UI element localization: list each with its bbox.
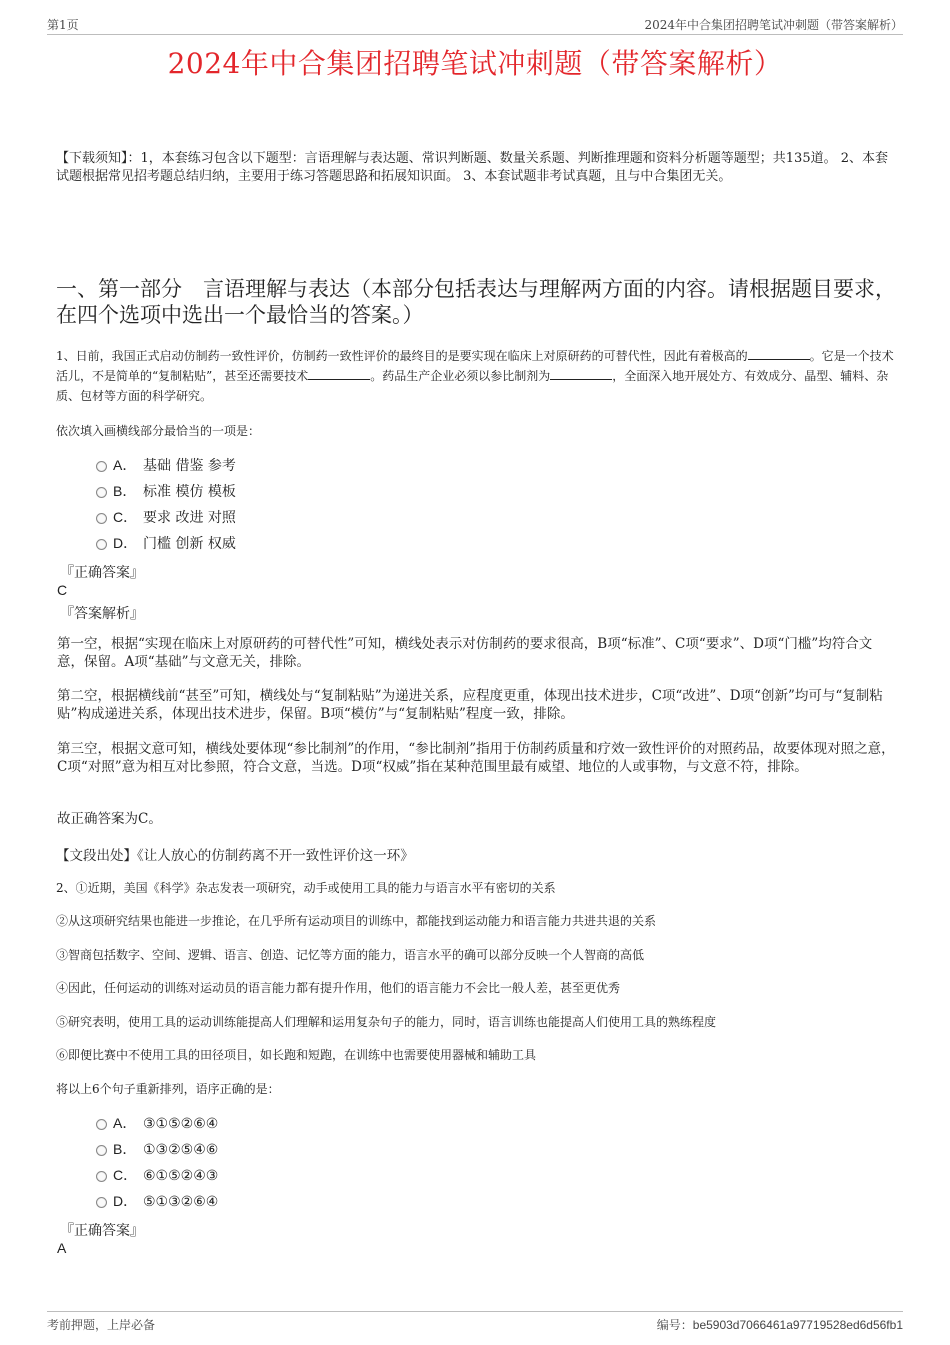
correct-answer: A (57, 1240, 67, 1256)
q2-sentence: ③智商包括数字、空间、逻辑、语言、创造、记忆等方面的能力，语言水平的确可以部分反映一个人智商的高低 (56, 948, 645, 962)
option-key: D． (113, 1193, 138, 1209)
option-text: ③①⑤②⑥④ (143, 1116, 219, 1132)
option-text: 基础 借鉴 参考 (143, 458, 236, 474)
answer-label: 『正确答案』 (60, 565, 144, 581)
section-heading: 一、第一部分 言语理解与表达（本部分包括表达与理解两方面的内容。请根据题目要求，在四个选项中选出一个最恰当的答案。） (56, 277, 896, 327)
option-text: 要求 改进 对照 (143, 510, 236, 526)
analysis-conclusion: 故正确答案为C。 (57, 811, 162, 827)
download-notice: 【下载须知】：1，本套练习包含以下题型：言语理解与表达题、常识判断题、数量关系题、判断推理题和资料分析题等题型；共135道。 2、本套试题根据常见招考题总结归纳，主要用于练习答题思路和拓展知识面。 3、本套试题非考试真题，且与中合集团无关。 (56, 151, 888, 184)
option-key: C． (113, 1167, 138, 1183)
footer-code (657, 1316, 903, 1333)
q1-stem-part-d: ，全面深入地开展处方、有效成分、晶型、辅料、杂质、包材等方面的科学研究。 (56, 369, 889, 403)
option-key: A． (113, 1115, 137, 1131)
blank-2 (308, 369, 370, 380)
question-1-options (96, 455, 236, 559)
radio-icon[interactable] (96, 461, 107, 472)
code-value: be5903d7066461a97719528ed6d56fb1 (692, 1318, 903, 1332)
radio-icon[interactable] (96, 1171, 107, 1182)
page-footer (47, 1311, 903, 1336)
q2-sentence: ④因此，任何运动的训练对运动员的语言能力都有提升作用，他们的语言能力不会比一般人差，甚至更优秀 (56, 981, 621, 995)
option-key: B． (113, 1141, 137, 1157)
option-b[interactable] (96, 1139, 218, 1165)
radio-icon[interactable] (96, 1119, 107, 1130)
header-doc-title: 2024年中合集团招聘笔试冲刺题（带答案解析） (644, 18, 903, 32)
radio-icon[interactable] (96, 539, 107, 550)
blank-1 (748, 349, 810, 360)
option-text: ⑥①⑤②④③ (143, 1168, 219, 1184)
option-c[interactable] (96, 507, 236, 533)
option-key: C． (113, 509, 138, 525)
radio-icon[interactable] (96, 1145, 107, 1156)
option-text: 门槛 创新 权威 (143, 536, 236, 552)
q1-stem-part-b: 。它是一个技术活儿，不是简单的“复制粘贴”，甚至还需要技术 (56, 349, 894, 383)
option-key: B． (113, 483, 137, 499)
document-title: 2024年中合集团招聘笔试冲刺题（带答案解析） (167, 47, 783, 80)
option-c[interactable] (96, 1165, 218, 1191)
analysis-paragraph: 第二空，根据横线前“甚至”可知，横线处与“复制粘贴”为递进关系，应程度更重，体现出技术进步，C项“改进”、D项“创新”均可与“复制粘贴”构成递进关系，体现出技术进步，保留。B项“模仿”与“复制粘贴”程度一致，排除。 (57, 688, 883, 722)
page-header (47, 14, 903, 35)
correct-answer: C (57, 582, 68, 598)
analysis-paragraph: 第一空，根据“实现在临床上对原研药的可替代性”可知，横线处表示对仿制药的要求很高，B项“标准”、C项“要求”、D项“门槛”均符合文意，保留。A项“基础”与文意无关，排除。 (57, 636, 873, 670)
q1-stem-part-a: 1、日前，我国正式启动仿制药一致性评价，仿制药一致性评价的最终目的是要实现在临床上对原研药的可替代性，因此有着极高的 (56, 349, 748, 363)
option-a[interactable] (96, 1113, 218, 1139)
q1-stem-part-c: 。药品生产企业必须以参比制剂为 (370, 369, 551, 383)
analysis-paragraph: 第三空，根据文意可知，横线处要体现“参比制剂”的作用，“参比制剂”指用于仿制药质量和疗效一致性评价的对照药品，故要体现对照之意，C项“对照”意为相互对比参照，符合文意，当选。D项“权威”指在某种范围里最有威望、地位的人或事物，与文意不符，排除。 (57, 741, 895, 775)
option-text: ①③②⑤④⑥ (143, 1142, 219, 1158)
option-key: D． (113, 535, 138, 551)
analysis-label: 『答案解析』 (60, 606, 144, 622)
radio-icon[interactable] (96, 513, 107, 524)
option-d[interactable] (96, 533, 236, 559)
option-text: 标准 模仿 模板 (143, 484, 236, 500)
answer-label: 『正确答案』 (60, 1223, 144, 1239)
option-b[interactable] (96, 481, 236, 507)
question-1-prompt: 依次填入画横线部分最恰当的一项是： (56, 424, 261, 438)
option-d[interactable] (96, 1191, 218, 1217)
q2-sentence: ②从这项研究结果也能进一步推论，在几乎所有运动项目的训练中，都能找到运动能力和语言能力共进共退的关系 (56, 914, 657, 928)
page-number: 第1页 (47, 18, 79, 32)
code-label: 编号： (656, 1318, 693, 1332)
radio-icon[interactable] (96, 1197, 107, 1208)
option-key: A． (113, 457, 137, 473)
q2-sentence: ⑥即便比赛中不使用工具的田径项目，如长跑和短跑，在训练中也需要使用器械和辅助工具 (56, 1048, 537, 1062)
radio-icon[interactable] (96, 487, 107, 498)
footer-slogan: 考前押题，上岸必备 (47, 1318, 156, 1332)
question-2-options (96, 1113, 218, 1217)
q2-sentence: 2、①近期，美国《科学》杂志发表一项研究，动手或使用工具的能力与语言水平有密切的关系 (56, 881, 556, 895)
option-a[interactable] (96, 455, 236, 481)
question-2-prompt: 将以上6个句子重新排列，语序正确的是： (56, 1082, 280, 1096)
question-1-stem (56, 346, 898, 406)
source-note: 【文段出处】《让人放心的仿制药离不开一致性评价这一环》 (56, 848, 414, 864)
q2-sentence: ⑤研究表明，使用工具的运动训练能提高人们理解和运用复杂句子的能力，同时，语言训练也能提高人们使用工具的熟练程度 (56, 1015, 717, 1029)
option-text: ⑤①③②⑥④ (143, 1194, 219, 1210)
blank-3 (550, 369, 612, 380)
